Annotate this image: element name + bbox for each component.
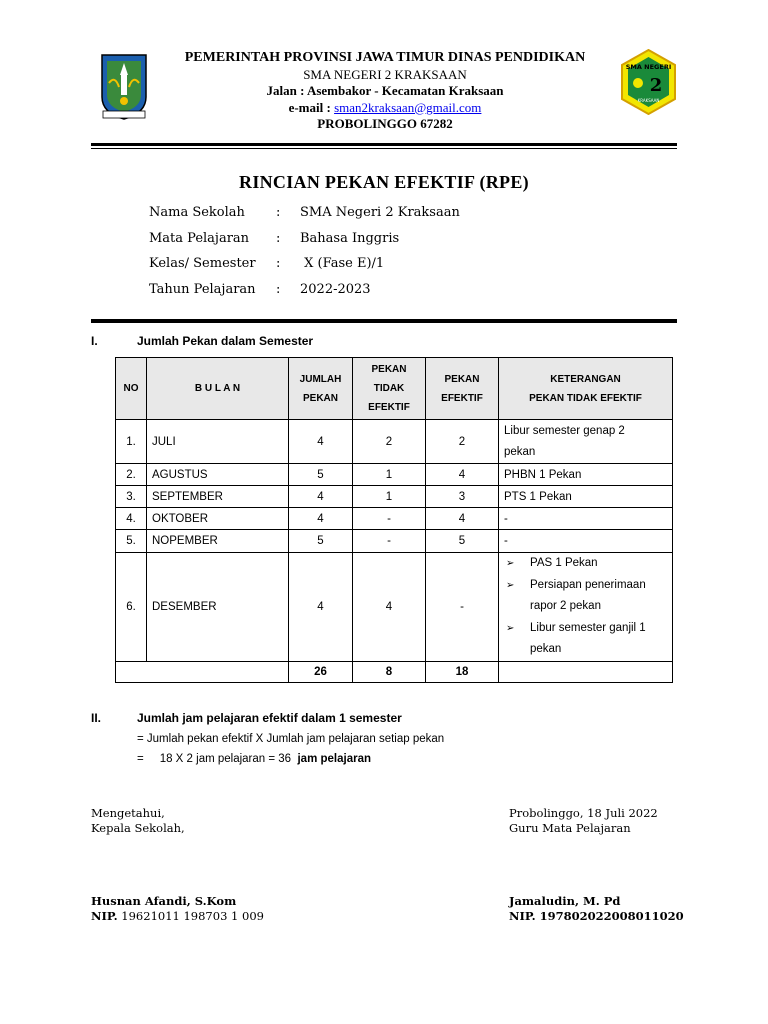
arrow-bullet-icon: ➢ xyxy=(506,558,515,569)
identity-value: 2022-2023 xyxy=(300,281,371,297)
letterhead-school: SMA NEGERI 2 KRAKSAAN xyxy=(303,66,467,82)
table-header-row xyxy=(116,358,673,420)
signature-right-heading xyxy=(509,806,658,836)
signature-left-heading xyxy=(91,806,185,836)
cell-keterangan: - xyxy=(499,530,673,553)
cell-no: 2. xyxy=(116,464,147,486)
cell-keterangan xyxy=(499,420,673,464)
school-logo-bottom-text: KRAKSAAN xyxy=(637,98,660,103)
cell-tidak: 1 xyxy=(353,464,426,486)
cell-keterangan: PTS 1 Pekan xyxy=(499,486,673,508)
email-label: e-mail : xyxy=(288,99,335,115)
cell-tidak: - xyxy=(353,530,426,553)
table-row xyxy=(116,530,673,553)
table-row xyxy=(116,420,673,464)
east-java-emblem-logo xyxy=(99,53,149,121)
identity-value: SMA Negeri 2 Kraksaan xyxy=(300,205,460,220)
total-efektif: 18 xyxy=(426,661,499,682)
list-item-text: rapor 2 pekan xyxy=(530,600,601,612)
letterhead-agency: PEMERINTAH PROVINSI JAWA TIMUR DINAS PENDIDIKAN xyxy=(184,50,586,65)
cell-bulan: DESEMBER xyxy=(147,553,289,662)
identity-row xyxy=(149,231,549,257)
total-tidak: 8 xyxy=(353,661,426,682)
school-logo-number: 2 xyxy=(649,75,663,96)
formula-line-1: = Jumlah pekan efektif X Jumlah jam pelajaran setiap pekan xyxy=(137,733,445,745)
cell-no: 5. xyxy=(116,530,147,553)
header-text: KETERANGAN xyxy=(550,373,621,385)
header-text: EFEKTIF xyxy=(368,402,410,413)
letterhead-email-line xyxy=(160,100,610,117)
table-row xyxy=(116,508,673,530)
cell-text: Libur semester genap 2 xyxy=(504,424,625,437)
nip-value: 19621011 198703 1 009 xyxy=(117,909,264,923)
arrow-bullet-icon: ➢ xyxy=(506,579,515,591)
cell-jumlah: 4 xyxy=(289,553,353,662)
header-text: PEKAN xyxy=(444,373,480,385)
list-item-text: Libur semester ganjil 1 xyxy=(530,621,646,634)
letterhead xyxy=(160,50,610,133)
total-jumlah: 26 xyxy=(289,661,353,682)
signature-text: Mengetahui, xyxy=(91,806,165,820)
cell-efektif: 4 xyxy=(426,464,499,486)
identity-colon: : xyxy=(276,205,281,220)
section-number: I. xyxy=(91,334,98,348)
cell-keterangan: PHBN 1 Pekan xyxy=(499,464,673,486)
header-text: PEKAN TIDAK EFEKTIF xyxy=(529,392,642,404)
email-link[interactable]: sman2kraksaan@gmail.com xyxy=(334,99,482,115)
identity-label: Mata Pelajaran xyxy=(149,230,250,246)
cell-no: 4. xyxy=(116,508,147,530)
identity-label: Kelas/ Semester xyxy=(149,256,256,271)
teacher-nip: NIP. 197802022008011020 xyxy=(509,909,684,923)
header-tidak-efektif xyxy=(353,358,426,420)
header-text: JUMLAH xyxy=(299,373,342,385)
identity-value: Bahasa Inggris xyxy=(300,230,400,246)
header-efektif xyxy=(426,358,499,420)
principal-nip xyxy=(91,909,264,924)
table-total-row xyxy=(116,661,673,682)
identity-label: Tahun Pelajaran xyxy=(149,281,256,297)
cell-no: 1. xyxy=(116,420,147,464)
header-text: PEKAN xyxy=(371,364,407,375)
letterhead-divider xyxy=(91,143,677,146)
letterhead-address: Jalan : Asembakor - Kecamatan Kraksaan xyxy=(266,83,504,98)
principal-name: Husnan Afandi, S.Kom xyxy=(91,894,237,908)
cell-no: 6. xyxy=(116,553,147,662)
cell-tidak: 2 xyxy=(353,420,426,464)
identity-row xyxy=(149,282,549,308)
cell-jumlah: 4 xyxy=(289,420,353,464)
cell-jumlah: 5 xyxy=(289,464,353,486)
cell-no: 3. xyxy=(116,486,147,508)
list-item-text: PAS 1 Pekan xyxy=(530,557,598,569)
document-title: RINCIAN PEKAN EFEKTIF (RPE) xyxy=(239,172,529,192)
identity-value: X (Fase E)/1 xyxy=(300,256,385,271)
school-logo-top-text: SMA NEGERI xyxy=(625,63,672,71)
header-text: EFEKTIF xyxy=(441,392,483,404)
cell-efektif: 2 xyxy=(426,420,499,464)
header-text: PEKAN xyxy=(302,392,338,404)
header-keterangan xyxy=(499,358,673,420)
cell-efektif: 5 xyxy=(426,530,499,553)
cell-bulan: JULI xyxy=(147,420,289,464)
signature-text: Kepala Sekolah, xyxy=(91,821,185,835)
cell-efektif: - xyxy=(426,553,499,662)
table-row xyxy=(116,553,673,662)
list-item-text: pekan xyxy=(530,643,562,655)
cell-jumlah: 5 xyxy=(289,530,353,553)
cell-bulan: SEPTEMBER xyxy=(147,486,289,508)
list-item xyxy=(504,575,667,618)
identity-row xyxy=(149,256,549,282)
total-label-cell xyxy=(116,661,289,682)
header-text: TIDAK xyxy=(373,383,405,394)
cell-tidak: 4 xyxy=(353,553,426,662)
formula-unit: jam pelajaran xyxy=(294,753,371,765)
effective-weeks-table xyxy=(115,357,673,683)
cell-keterangan: - xyxy=(499,508,673,530)
cell-bulan: NOPEMBER xyxy=(147,530,289,553)
nip-label: NIP. xyxy=(91,909,118,923)
list-item-text: Persiapan penerimaan xyxy=(530,578,646,591)
table-row xyxy=(116,464,673,486)
letterhead-city: PROBOLINGGO 67282 xyxy=(317,116,453,131)
identity-block xyxy=(149,205,549,307)
signature-left-name xyxy=(91,894,264,924)
teacher-name: Jamaludin, M. Pd xyxy=(509,894,621,908)
bullet-list xyxy=(504,553,667,661)
cell-bulan: AGUSTUS xyxy=(147,464,289,486)
cell-jumlah: 4 xyxy=(289,486,353,508)
section-title: Jumlah jam pelajaran efektif dalam 1 semester xyxy=(137,711,402,725)
header-jumlah xyxy=(289,358,353,420)
identity-row xyxy=(149,205,549,231)
cell-keterangan xyxy=(499,553,673,662)
cell-text: pekan xyxy=(504,445,536,458)
header-bulan: B U L A N xyxy=(147,358,289,420)
section-number: II. xyxy=(91,711,102,725)
title-divider xyxy=(91,319,677,323)
cell-jumlah: 4 xyxy=(289,508,353,530)
header-no: NO xyxy=(116,358,147,420)
arrow-bullet-icon: ➢ xyxy=(506,622,515,634)
school-logo xyxy=(620,49,677,115)
formula-text: = 18 X 2 jam pelajaran = 36 xyxy=(137,753,295,765)
identity-colon: : xyxy=(276,281,281,297)
identity-label: Nama Sekolah xyxy=(149,205,245,220)
signature-right-name xyxy=(509,894,684,924)
cell-efektif: 4 xyxy=(426,508,499,530)
list-item xyxy=(504,553,667,575)
signature-text: Probolinggo, 18 Juli 2022 xyxy=(509,806,658,820)
total-keterangan xyxy=(499,661,673,682)
formula-line-2 xyxy=(137,753,371,765)
cell-tidak: 1 xyxy=(353,486,426,508)
identity-colon: : xyxy=(276,230,281,246)
signature-text: Guru Mata Pelajaran xyxy=(509,821,631,835)
cell-efektif: 3 xyxy=(426,486,499,508)
table-row xyxy=(116,486,673,508)
cell-bulan: OKTOBER xyxy=(147,508,289,530)
cell-tidak: - xyxy=(353,508,426,530)
list-item xyxy=(504,618,667,661)
letterhead-divider-thin xyxy=(91,148,677,149)
section-title: Jumlah Pekan dalam Semester xyxy=(137,334,314,348)
identity-colon: : xyxy=(276,256,281,271)
